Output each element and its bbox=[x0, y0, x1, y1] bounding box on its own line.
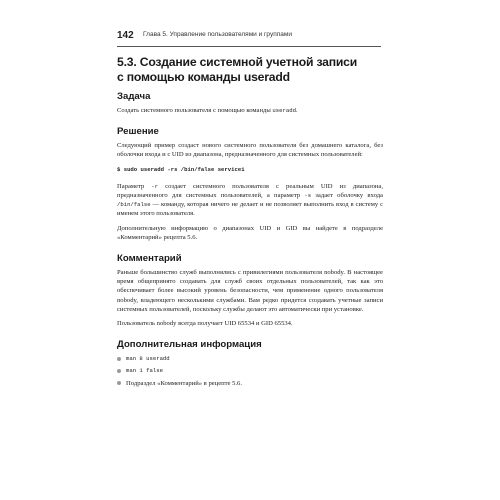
chapter-title: Глава 5. Управление пользователями и группами bbox=[143, 31, 292, 38]
running-header bbox=[117, 30, 381, 47]
section-title-line1: 5.3. Создание системной учетной записи bbox=[117, 55, 358, 69]
task-text: Создать системного пользователя с помощью команды bbox=[117, 107, 273, 114]
bullet-icon bbox=[117, 357, 121, 361]
text-fragment: создает системного пользователя с реальным UID из диапазона, предназначенного для системных пользователей, а параметр bbox=[117, 182, 384, 200]
solution-paragraph-2 bbox=[117, 182, 383, 219]
list-item bbox=[117, 354, 383, 363]
bullet-icon bbox=[117, 369, 121, 373]
section-title bbox=[117, 55, 383, 85]
task-code: useradd bbox=[272, 107, 296, 114]
solution-heading: Решение bbox=[117, 126, 159, 138]
text-fragment: — команду, которая ничего не делает и не позволяет выполнить вход в систему с именем этого пользователя. bbox=[117, 201, 383, 218]
more-info-heading: Дополнительная информация bbox=[117, 339, 262, 351]
task-paragraph bbox=[117, 106, 383, 115]
task-heading: Задача bbox=[117, 91, 151, 102]
option-r-code: -r bbox=[151, 182, 159, 190]
section-title-line2: с помощью команды useradd bbox=[117, 70, 290, 84]
comment-heading: Комментарий bbox=[117, 253, 182, 265]
page-content bbox=[117, 55, 383, 391]
list-item-text: Подраздел «Комментарий» в рецепте 5.6. bbox=[126, 379, 242, 387]
text-fragment: задает оболочку входа bbox=[311, 192, 383, 200]
solution-paragraph-3: Дополнительную информацию о диапазонах UID и GID вы найдете в подразделе «Комментарий» рецепта 5.6. bbox=[117, 224, 383, 241]
more-info-list bbox=[117, 354, 383, 388]
list-item-text: man 8 useradd bbox=[126, 355, 170, 363]
comment-paragraph-1: Раньше большинство служб выполнялись с привилегиями пользователя nobody. В настоящее время общепринято создавать для служб своих отдельных пользователей, так как это обеспечивает более высокий уровень безопасности, чем применение одного пользователя nobody, владеющего несколькими службами. Вам редко придется создавать учетные записи системных пользователей, поскольку службы делают это автоматически при установке. bbox=[117, 269, 383, 313]
option-s-code: -s bbox=[304, 192, 312, 200]
solution-paragraph-1: Следующий пример создаст нового системного пользователя без домашнего каталога, без оболочки входа и с UID из диапазона, предназначенного для системных пользователей: bbox=[117, 142, 383, 159]
text-fragment: Параметр bbox=[117, 182, 152, 190]
bullet-icon bbox=[117, 381, 121, 385]
list-item bbox=[117, 379, 383, 388]
list-item-text: man 1 false bbox=[126, 367, 163, 375]
comment-paragraph-2: Пользователь nobody всегда получает UID 65534 и GID 65534. bbox=[117, 320, 293, 328]
page-number: 142 bbox=[117, 30, 134, 41]
bin-false-code: /bin/false bbox=[117, 201, 151, 209]
task-text-end: . bbox=[295, 107, 298, 114]
list-item bbox=[117, 366, 383, 375]
command-example: $ sudo useradd -rs /bin/false service1 bbox=[117, 165, 245, 173]
